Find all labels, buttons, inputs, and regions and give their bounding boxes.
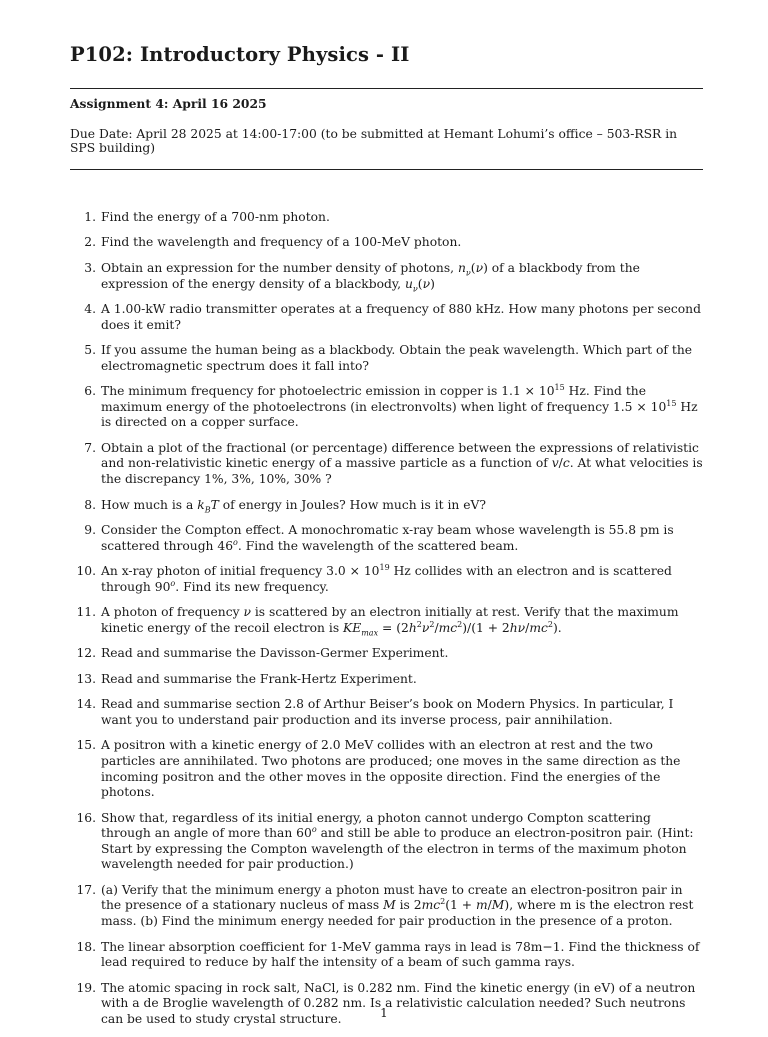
problem-item: [70, 261, 703, 292]
problem-text: The linear absorption coefficient for 1-MeV gamma rays in lead is 78m−1. Find the thickness of lead required to reduce by half the intensity of a beam of such gamma rays.: [101, 939, 700, 970]
problem-number: 12.: [76, 646, 96, 661]
problem-text: A photon of frequency ν is scattered by an electron initially at rest. Verify that the maximum kinetic energy of the recoil electron is $KE_{max} = (2h^2\nu^2/mc^2)/(1 + 2h\nu/mc^2)$.: [101, 605, 679, 638]
problem-number: 13.: [76, 671, 96, 686]
problem-list: [70, 210, 703, 1027]
problem-text: Read and summarise section 2.8 of Arthur Beiser’s book on Modern Physics. In particular, I want you to understand pair production and its inverse process, pair annihilation.: [101, 697, 674, 727]
problem-item: [70, 697, 703, 728]
problem-item: [70, 564, 703, 595]
problem-text: (a) Verify that the minimum energy a photon must have to create an electron-positron pair in the presence of a stationary nucleus of mass M is $2mc^2(1 + m/M)$, where m is the electron rest mass. (b) Find the minimum energy needed for pair production in the presence of a proton.: [101, 882, 694, 929]
problem-text: Read and summarise the Frank-Hertz Experiment.: [101, 671, 417, 686]
problem-number: 5.: [84, 343, 96, 358]
problem-item: [70, 343, 703, 374]
problem-item: [70, 811, 703, 873]
problem-text: Read and summarise the Davisson-Germer Experiment.: [101, 646, 449, 661]
problem-text: Consider the Compton effect. A monochromatic x-ray beam whose wavelength is 55.8 pm is scattered through 46$^o$. Find the wavelength of the scattered beam.: [101, 523, 674, 553]
problem-number: 2.: [84, 235, 96, 250]
problem-item: [70, 940, 703, 971]
problem-number: 19.: [76, 980, 96, 995]
header-rule-top: [70, 88, 703, 89]
problem-number: 1.: [84, 210, 96, 224]
problem-item: [70, 498, 703, 514]
document-page: [70, 42, 703, 1037]
problem-text: The atomic spacing in rock salt, NaCl, is 0.282 nm. Find the kinetic energy (in eV) of a neutron with a de Broglie wavelength of 0.282 nm. Is a relativistic calculation needed? Such neutrons can be used to study crystal structure.: [101, 980, 696, 1026]
header-rule-bottom: [70, 169, 703, 170]
problem-text: A 1.00-kW radio transmitter operates at a frequency of 880 kHz. How many photons per second does it emit?: [101, 302, 701, 332]
problem-number: 16.: [76, 810, 96, 825]
problem-number: 3.: [84, 260, 96, 275]
problem-text: An x-ray photon of initial frequency $3.0 \times 10^{19}$ Hz collides with an electron and is scattered through 90$^o$. Find its new frequency.: [101, 563, 672, 594]
problem-item: [70, 605, 703, 636]
problem-text: The minimum frequency for photoelectric emission in copper is $1.1 \times 10^{15}$ Hz. Find the maximum energy of the photoelectrons (in electronvolts) when light of frequency $1.5 \times 10^{15}$ Hz is directed on a copper surface.: [101, 383, 698, 430]
problem-item: [70, 981, 703, 1028]
problem-item: [70, 523, 703, 554]
problem-text: A positron with a kinetic energy of 2.0 MeV collides with an electron at rest and the two particles are annihilated. Two photons are produced; one moves in the same direction as the incoming positron and the other moves in the opposite direction. Find the energies of the photons.: [101, 738, 681, 800]
problem-item: [70, 738, 703, 800]
problem-text: Show that, regardless of its initial energy, a photon cannot undergo Compton scattering through an angle of more than 60$^o$ and still be able to produce an electron-positron pair. (Hint: Start by expressing the Compton wavelength of the electron in terms of the maximum photon wavelength needed for pair production.): [101, 810, 694, 872]
page-number: 1: [380, 1006, 388, 1020]
problem-number: 4.: [84, 302, 96, 317]
problem-number: 7.: [84, 440, 96, 455]
problem-item: [70, 210, 703, 226]
problem-number: 6.: [84, 384, 96, 399]
problem-text: Find the energy of a 700-nm photon.: [101, 210, 330, 224]
problem-number: 9.: [84, 523, 96, 538]
problem-text: Obtain a plot of the fractional (or percentage) difference between the expressions of relativistic and non-relativistic kinetic energy of a massive particle as a function of v/c. At what velocities is the discrepancy 1%, 3%, 10%, 30% ?: [101, 440, 703, 487]
problem-item: [70, 646, 703, 662]
problem-item: [70, 384, 703, 431]
problem-text: How much is a $k_BT$ of energy in Joules? How much is it in eV?: [101, 497, 486, 514]
problem-number: 15.: [76, 738, 96, 753]
course-title: P102: Introductory Physics - II: [70, 43, 410, 66]
problem-text: Find the wavelength and frequency of a 100-MeV photon.: [101, 235, 462, 250]
problem-item: [70, 883, 703, 930]
problem-number: 8.: [84, 497, 96, 512]
problem-item: [70, 235, 703, 251]
problem-item: [70, 672, 703, 688]
problem-item: [70, 441, 703, 488]
due-date: Due Date: April 28 2025 at 14:00-17:00 (to be submitted at Hemant Lohumi’s office – 503-RSR in SPS building): [70, 127, 678, 155]
assignment-heading: Assignment 4: April 16 2025: [70, 96, 267, 111]
problem-number: 10.: [76, 564, 96, 579]
problem-number: 17.: [76, 882, 96, 897]
problem-text: If you assume the human being as a blackbody. Obtain the peak wavelength. Which part of the electromagnetic spectrum does it fall into?: [101, 343, 693, 373]
problem-number: 11.: [76, 605, 96, 620]
problem-text: Obtain an expression for the number density of photons, $n_\nu(\nu)$ of a blackbody from the expression of the energy density of a blackbody, $u_\nu(\nu)$: [101, 260, 640, 294]
problem-item: [70, 302, 703, 333]
problem-number: 18.: [76, 939, 96, 954]
problem-number: 14.: [76, 697, 96, 712]
